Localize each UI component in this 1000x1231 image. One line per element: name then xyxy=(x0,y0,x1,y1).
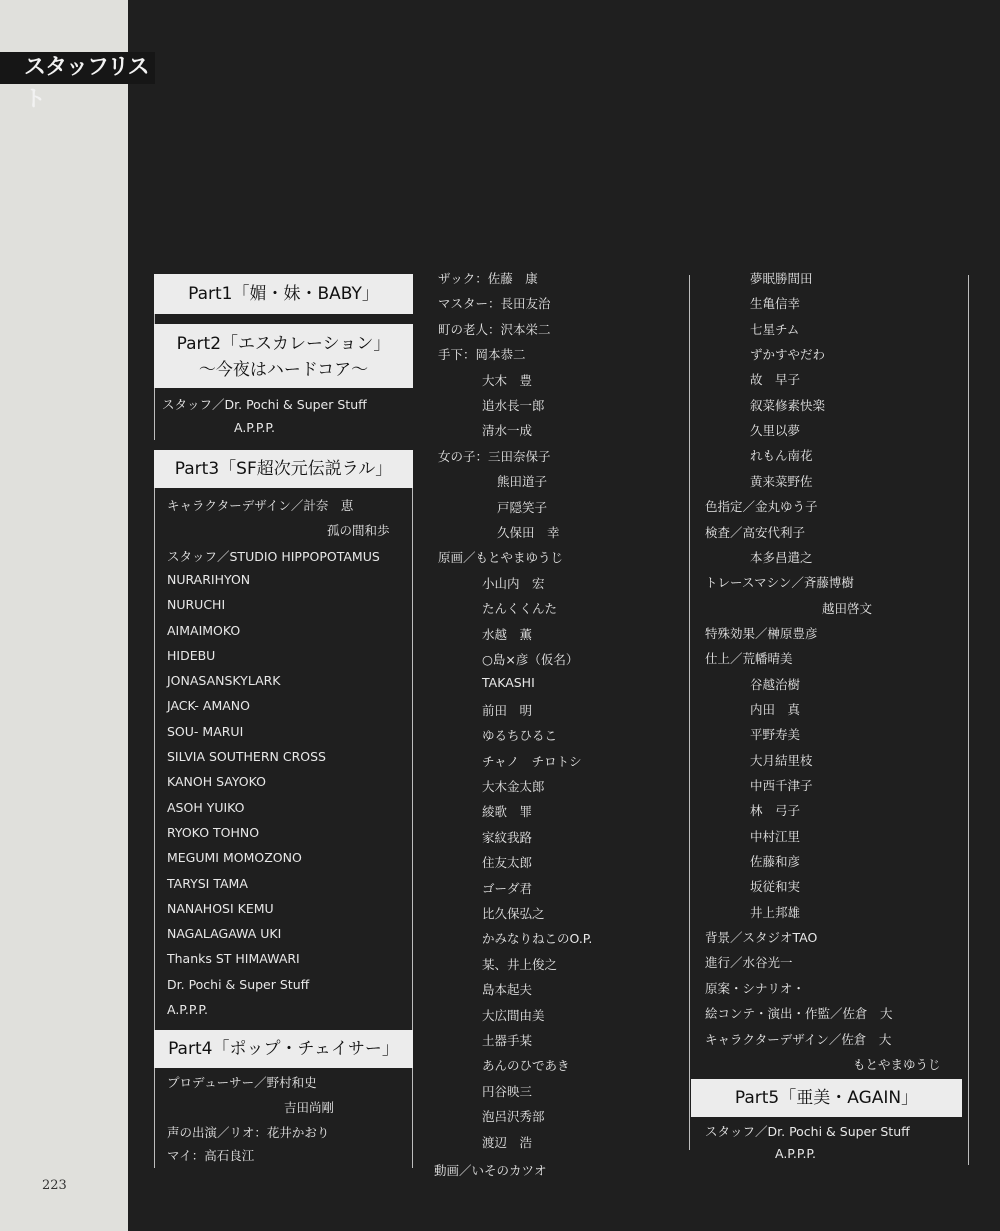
part2-title-line2: 〜今夜はハードコア〜 xyxy=(198,360,369,380)
credit-line: 大木金太郎 xyxy=(482,779,545,794)
part5-staff-line: A.P.P.P. xyxy=(775,1146,816,1161)
column-rule xyxy=(689,275,690,1150)
credit-line: 島本起夫 xyxy=(482,982,533,998)
credit-line: 佐藤和彦 xyxy=(750,854,801,870)
credit-line: 町の老人：沢本栄二 xyxy=(438,321,551,337)
credit-line: 背景／スタジオTAO xyxy=(705,930,818,946)
credit-line: 大広間由美 xyxy=(482,1007,545,1023)
part3-staff-line: MEGUMI MOMOZONO xyxy=(167,850,302,866)
credit-line: 仕上／荒幡晴美 xyxy=(705,651,793,667)
part5-title: Part5「亜美・AGAIN」 xyxy=(691,1079,962,1117)
part4-title: Part4「ポップ・チェイサー」 xyxy=(154,1030,413,1068)
column-rule xyxy=(968,275,969,1165)
credit-line: 戸隠笑子 xyxy=(497,499,548,515)
part3-staff-line: TARYSI TAMA xyxy=(167,875,248,891)
part3-staff-line: スタッフ／STUDIO HIPPOPOTAMUS xyxy=(167,548,380,564)
credit-line: 久里以夢 xyxy=(750,423,801,439)
credit-line: 清水一成 xyxy=(482,423,533,439)
part5-staff-line: スタッフ／Dr. Pochi & Super Stuff xyxy=(705,1124,910,1139)
credit-line: 大木 豊 xyxy=(482,372,533,388)
part3-staff-line: JACK- AMANO xyxy=(167,698,250,714)
credit-line: 特殊効果／榊原豊彦 xyxy=(705,625,818,641)
credit-line: 追水長一郎 xyxy=(482,398,545,413)
part4-staff-line: 声の出演／リオ：花井かおり xyxy=(167,1125,330,1140)
credit-line: 谷越治樹 xyxy=(750,676,801,692)
part3-staff-line: AIMAIMOKO xyxy=(167,622,241,638)
credit-line: 七星チム xyxy=(750,321,800,337)
part2-title xyxy=(154,324,413,388)
credit-line: もとやまゆうじ xyxy=(853,1056,941,1072)
part3-staff-line: NURUCHI xyxy=(167,597,226,613)
part3-staff-line: NAGALAGAWA UKI xyxy=(167,926,282,942)
part4-staff-line: 吉田尚剛 xyxy=(284,1100,335,1115)
credit-line: 渡辺 浩 xyxy=(482,1134,533,1150)
part3-title: Part3「SF超次元伝説ラル」 xyxy=(154,450,413,488)
credit-line: 検査／高安代利子 xyxy=(705,524,806,540)
credit-line: チャノ チロトシ xyxy=(482,753,582,769)
part4-staff-line: マイ：高石良江 xyxy=(167,1148,255,1163)
part3-staff-line: SOU- MARUI xyxy=(167,723,244,739)
credit-line: 内田 真 xyxy=(750,701,801,717)
credit-line: 林 弓子 xyxy=(750,803,801,819)
credit-line: 比久保弘之 xyxy=(482,906,545,921)
credit-line: 井上邦雄 xyxy=(750,904,801,920)
credit-line: 原画／もとやまゆうじ xyxy=(438,550,564,566)
credit-line: 絵コンテ・演出・作監／佐倉 大 xyxy=(705,1006,893,1022)
part4-staff-line: プロデューサー／野村和史 xyxy=(167,1075,317,1090)
part3-staff-line: ASOH YUIKO xyxy=(167,799,245,815)
credit-line: キャラクターデザイン／佐倉 大 xyxy=(705,1031,892,1047)
credit-line: 坂従和実 xyxy=(750,879,801,895)
credit-line: ずかすやだわ xyxy=(750,347,826,363)
page-title: スタッフリスト xyxy=(0,52,155,84)
credit-line: 進行／水谷光一 xyxy=(705,955,793,971)
credit-line: 黄来菜野佐 xyxy=(750,473,813,489)
credit-line: 久保田 幸 xyxy=(497,525,560,540)
credit-line: れもん南花 xyxy=(750,448,813,464)
credit-line: 土器手某 xyxy=(482,1033,533,1048)
part3-staff-line: A.P.P.P. xyxy=(167,1002,208,1017)
part3-staff-line: JONASANSKYLARK xyxy=(167,673,281,689)
part3-staff-line: キャラクターデザイン／計奈 恵 xyxy=(167,498,354,513)
credit-line: 本多昌遣之 xyxy=(750,549,813,565)
column-rule xyxy=(412,1068,413,1168)
credit-line: 手下：岡本恭二 xyxy=(438,347,526,363)
part3-staff-line: Dr. Pochi & Super Stuff xyxy=(167,976,310,992)
credit-line: 某、井上俊之 xyxy=(482,956,558,972)
credit-line: 綾歌 罪 xyxy=(482,804,533,820)
credit-line: 夢眠勝間田 xyxy=(750,271,813,286)
credit-line: ザック：佐藤 康 xyxy=(438,271,538,286)
part3-staff-line: NURARIHYON xyxy=(167,571,251,587)
part2-title-line1: Part2「エスカレーション」 xyxy=(176,334,391,354)
credit-line: 住友太郎 xyxy=(482,855,533,871)
page-margin xyxy=(0,0,128,1231)
credit-line: 前田 明 xyxy=(482,702,533,718)
credit-line: かみなりねこのO.P. xyxy=(482,931,593,947)
part3-staff-line: HIDEBU xyxy=(167,647,216,663)
part2-staff-line: A.P.P.P. xyxy=(234,420,275,435)
credit-line: 泡呂沢秀部 xyxy=(482,1109,545,1125)
credit-line: 家紋我路 xyxy=(482,829,533,845)
credit-line: 熊田道子 xyxy=(497,474,548,490)
credit-line: 平野寿美 xyxy=(750,727,801,743)
part2-staff-line: スタッフ／Dr. Pochi & Super Stuff xyxy=(162,397,367,412)
credit-line: たんくくんた xyxy=(482,601,558,617)
credit-line: 大月結里枝 xyxy=(750,752,813,768)
credit-line: 原案・シナリオ・ xyxy=(705,980,805,996)
part3-staff-line: KANOH SAYOKO xyxy=(167,774,266,790)
credit-line: マスター：長田友治 xyxy=(438,296,551,312)
credit-line: 円谷映三 xyxy=(482,1083,533,1099)
credit-line: 色指定／金丸ゆう子 xyxy=(705,499,818,515)
credit-line: ゴーダ君 xyxy=(482,880,533,896)
credit-line: 水越 薫 xyxy=(482,626,533,642)
part3-staff-line: SILVIA SOUTHERN CROSS xyxy=(167,749,326,764)
part3-staff-line: Thanks ST HIMAWARI xyxy=(167,951,300,967)
credit-line: 動画／いそのカツオ xyxy=(434,1163,547,1178)
credit-line: TAKASHI xyxy=(482,675,535,691)
credit-line: 叙菜修素快楽 xyxy=(750,397,826,413)
credit-line: あんのひであき xyxy=(482,1058,570,1074)
column-rule xyxy=(154,478,155,1033)
part1-title: Part1「媚・妹・BABY」 xyxy=(154,274,413,314)
credit-line: 故 早子 xyxy=(750,372,801,388)
part3-staff-line: 孤の間和歩 xyxy=(327,523,390,539)
column-rule xyxy=(412,478,413,1033)
credit-line: 女の子：三田奈保子 xyxy=(438,448,551,464)
part3-staff-line: RYOKO TOHNO xyxy=(167,824,260,840)
credit-line: 越田啓文 xyxy=(822,600,873,616)
page-number: 223 xyxy=(42,1178,67,1193)
credit-line: 生亀信幸 xyxy=(750,296,801,312)
credit-line: 小山内 宏 xyxy=(482,575,545,591)
credit-line: トレースマシン／斉藤博樹 xyxy=(705,575,854,591)
credit-line: 中村江里 xyxy=(750,828,801,844)
part3-staff-line: NANAHOSI KEMU xyxy=(167,900,274,916)
credit-line: ゆるちひるこ xyxy=(482,728,558,744)
credit-line: 中西千津子 xyxy=(750,778,813,793)
credit-line: ○島×彦（仮名） xyxy=(482,652,579,667)
column-rule xyxy=(154,1068,155,1168)
